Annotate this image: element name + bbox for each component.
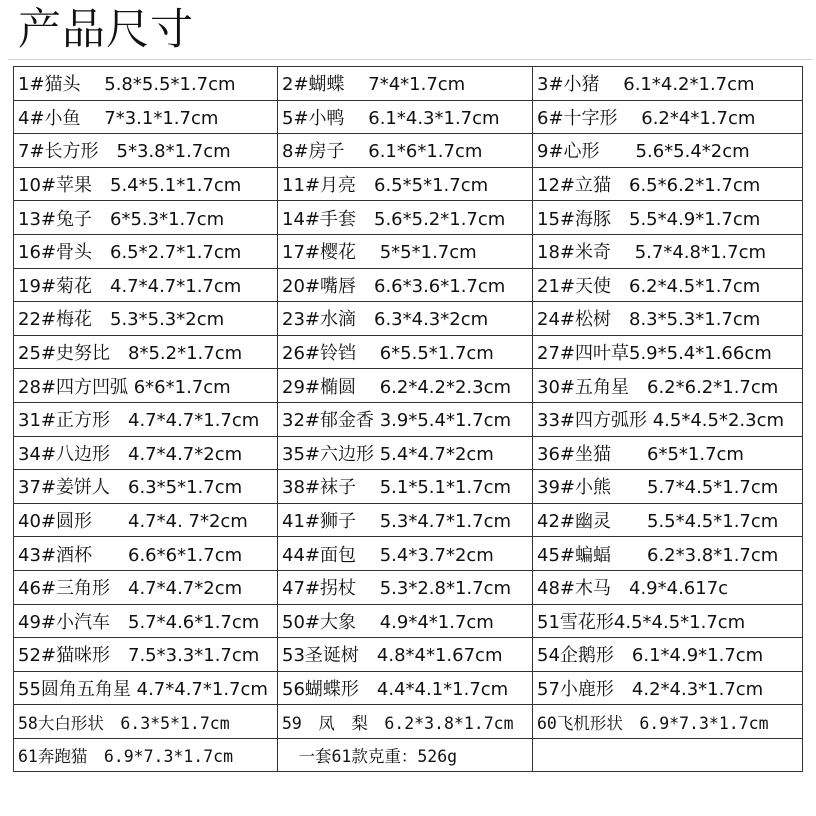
size-cell <box>14 369 278 403</box>
size-entry-text: 2#蝴蝶 7*4*1.7cm <box>282 74 466 96</box>
size-entry-text: 25#史努比 8*5.2*1.7cm <box>18 343 243 365</box>
size-cell <box>278 570 533 604</box>
table-row <box>14 604 803 638</box>
size-cell <box>533 503 803 537</box>
size-entry-text: 28#四方凹弧 6*6*1.7cm <box>18 376 231 398</box>
size-cell <box>14 503 278 537</box>
size-entry-text: 34#八边形 4.7*4.7*2cm <box>18 443 243 465</box>
size-entry-text: 37#姜饼人 6.3*5*1.7cm <box>18 477 243 499</box>
size-cell <box>533 167 803 201</box>
page-title: 产品尺寸 <box>18 5 194 55</box>
size-cell <box>14 671 278 705</box>
table-row <box>14 201 803 235</box>
size-cell <box>533 570 803 604</box>
size-entry-text: 22#梅花 5.3*5.3*2cm <box>18 309 225 331</box>
table-row <box>14 470 803 504</box>
size-cell <box>533 671 803 705</box>
table-row <box>14 537 803 571</box>
size-cell <box>278 335 533 369</box>
size-cell <box>278 738 533 772</box>
size-entry-text: 48#木马 4.9*4.617c <box>537 578 729 600</box>
size-cell <box>533 201 803 235</box>
size-cell <box>278 503 533 537</box>
table-row <box>14 503 803 537</box>
size-entry-text: 51雪花形4.5*4.5*1.7cm <box>537 611 746 633</box>
size-cell <box>14 335 278 369</box>
table-row <box>14 100 803 134</box>
size-entry-text: 5#小鸭 6.1*4.3*1.7cm <box>282 107 500 129</box>
size-cell <box>14 234 278 268</box>
size-cell <box>278 234 533 268</box>
size-entry-text: 45#蝙蝠 6.2*3.8*1.7cm <box>537 544 779 566</box>
size-entry-text: 35#六边形 5.4*4.7*2cm <box>282 443 494 465</box>
size-cell <box>14 604 278 638</box>
size-entry-text: 57小鹿形 4.2*4.3*1.7cm <box>537 678 764 700</box>
size-cell <box>14 201 278 235</box>
title-divider <box>8 59 812 60</box>
size-cell <box>278 671 533 705</box>
size-cell <box>533 100 803 134</box>
size-cell <box>14 570 278 604</box>
size-cell <box>533 705 803 739</box>
size-entry-text: 18#米奇 5.7*4.8*1.7cm <box>537 242 767 264</box>
size-cell <box>14 167 278 201</box>
size-cell <box>278 402 533 436</box>
size-entry-text: 12#立猫 6.5*6.2*1.7cm <box>537 175 761 197</box>
size-cell <box>14 302 278 336</box>
size-cell <box>533 402 803 436</box>
size-entry-text: 1#猫头 5.8*5.5*1.7cm <box>18 74 236 96</box>
size-cell <box>14 134 278 168</box>
size-entry-text: 8#房子 6.1*6*1.7cm <box>282 141 483 163</box>
size-cell <box>533 369 803 403</box>
size-cell <box>14 470 278 504</box>
size-entry-text: 32#郁金香 3.9*5.4*1.7cm <box>282 410 512 432</box>
table-row <box>14 402 803 436</box>
size-cell <box>278 369 533 403</box>
size-entry-text: 3#小猪 6.1*4.2*1.7cm <box>537 74 755 96</box>
size-cell <box>278 268 533 302</box>
size-cell <box>533 302 803 336</box>
size-entry-text: 41#狮子 5.3*4.7*1.7cm <box>282 511 512 533</box>
size-entry-text: 13#兔子 6*5.3*1.7cm <box>18 208 225 230</box>
table-row <box>14 268 803 302</box>
size-cell <box>278 470 533 504</box>
size-cell <box>14 268 278 302</box>
size-entry-text: 9#心形 5.6*5.4*2cm <box>537 141 750 163</box>
size-entry-text: 27#四叶草5.9*5.4*1.66cm <box>537 343 772 365</box>
size-entry-text: 6#十字形 6.2*4*1.7cm <box>537 107 756 129</box>
size-entry-text: 一套61款克重：526g <box>282 747 458 767</box>
size-entry-text: 49#小汽车 5.7*4.6*1.7cm <box>18 611 260 633</box>
size-cell <box>278 100 533 134</box>
size-entry-text: 29#椭圆 6.2*4.2*2.3cm <box>282 376 512 398</box>
size-entry-text: 20#嘴唇 6.6*3.6*1.7cm <box>282 275 506 297</box>
size-cell <box>278 436 533 470</box>
table-row <box>14 167 803 201</box>
size-entry-text: 10#苹果 5.4*5.1*1.7cm <box>18 175 242 197</box>
table-row <box>14 67 803 101</box>
table-row <box>14 302 803 336</box>
size-entry-text: 44#面包 5.4*3.7*2cm <box>282 544 494 566</box>
size-entry-text: 15#海豚 5.5*4.9*1.7cm <box>537 208 761 230</box>
size-entry-text: 46#三角形 4.7*4.7*2cm <box>18 578 243 600</box>
size-entry-text: 21#天使 6.2*4.5*1.7cm <box>537 275 761 297</box>
size-entry-text: 4#小鱼 7*3.1*1.7cm <box>18 107 219 129</box>
size-cell <box>14 402 278 436</box>
size-cell <box>14 738 278 772</box>
table-row <box>14 638 803 672</box>
size-entry-text: 19#菊花 4.7*4.7*1.7cm <box>18 275 242 297</box>
size-entry-text: 38#袜子 5.1*5.1*1.7cm <box>282 477 512 499</box>
size-cell <box>14 67 278 101</box>
size-entry-text: 24#松树 8.3*5.3*1.7cm <box>537 309 761 331</box>
size-cell <box>533 268 803 302</box>
size-cell <box>14 436 278 470</box>
size-cell <box>533 234 803 268</box>
size-entry-text: 52#猫咪形 7.5*3.3*1.7cm <box>18 645 260 667</box>
table-row <box>14 234 803 268</box>
size-cell <box>14 705 278 739</box>
size-cell <box>278 638 533 672</box>
size-entry-text: 55圆角五角星 4.7*4.7*1.7cm <box>18 678 268 700</box>
size-cell <box>533 335 803 369</box>
size-cell <box>14 537 278 571</box>
size-entry-text: 43#酒杯 6.6*6*1.7cm <box>18 544 243 566</box>
size-entry-text: 61奔跑猫 6.9*7.3*1.7cm <box>18 747 234 767</box>
table-row <box>14 335 803 369</box>
size-cell <box>533 436 803 470</box>
size-cell <box>533 604 803 638</box>
size-entry-text: 58大白形状 6.3*5*1.7cm <box>18 713 230 733</box>
size-entry-text: 54企鹅形 6.1*4.9*1.7cm <box>537 645 764 667</box>
size-entry-text: 17#樱花 5*5*1.7cm <box>282 242 477 264</box>
size-cell <box>278 604 533 638</box>
table-row <box>14 570 803 604</box>
table-row <box>14 436 803 470</box>
size-entry-text: 31#正方形 4.7*4.7*1.7cm <box>18 410 260 432</box>
size-entry-text: 56蝴蝶形 4.4*4.1*1.7cm <box>282 678 509 700</box>
size-cell <box>533 738 803 772</box>
size-entry-text: 30#五角星 6.2*6.2*1.7cm <box>537 376 779 398</box>
size-entry-text: 36#坐猫 6*5*1.7cm <box>537 443 744 465</box>
size-cell <box>533 638 803 672</box>
table-row <box>14 705 803 739</box>
size-entry-text: 14#手套 5.6*5.2*1.7cm <box>282 208 506 230</box>
size-entry-text: 39#小熊 5.7*4.5*1.7cm <box>537 477 779 499</box>
size-entry-text: 26#铃铛 6*5.5*1.7cm <box>282 343 494 365</box>
size-cell <box>533 470 803 504</box>
size-table <box>13 66 803 772</box>
size-entry-text: 7#长方形 5*3.8*1.7cm <box>18 141 231 163</box>
size-cell <box>278 67 533 101</box>
size-entry-text: 42#幽灵 5.5*4.5*1.7cm <box>537 511 779 533</box>
size-entry-text: 40#圆形 4.7*4. 7*2cm <box>18 511 248 533</box>
size-cell <box>533 537 803 571</box>
size-entry-text: 53圣诞树 4.8*4*1.67cm <box>282 645 503 667</box>
size-cell <box>14 638 278 672</box>
size-cell <box>533 134 803 168</box>
size-entry-text: 47#拐杖 5.3*2.8*1.7cm <box>282 578 512 600</box>
size-cell <box>14 100 278 134</box>
size-cell <box>278 537 533 571</box>
size-entry-text: 60飞机形状 6.9*7.3*1.7cm <box>537 713 769 733</box>
size-cell <box>278 167 533 201</box>
size-cell <box>278 134 533 168</box>
size-cell <box>533 67 803 101</box>
size-entry-text: 11#月亮 6.5*5*1.7cm <box>282 175 489 197</box>
size-entry-text: 23#水滴 6.3*4.3*2cm <box>282 309 489 331</box>
size-entry-text: 16#骨头 6.5*2.7*1.7cm <box>18 242 242 264</box>
size-cell <box>278 302 533 336</box>
table-row <box>14 738 803 772</box>
table-row <box>14 671 803 705</box>
size-cell <box>278 705 533 739</box>
size-entry-text: 33#四方弧形 4.5*4.5*2.3cm <box>537 410 785 432</box>
size-entry-text: 59 凤 梨 6.2*3.8*1.7cm <box>282 713 514 733</box>
table-row <box>14 134 803 168</box>
table-row <box>14 369 803 403</box>
size-entry-text: 50#大象 4.9*4*1.7cm <box>282 611 494 633</box>
size-cell <box>278 201 533 235</box>
